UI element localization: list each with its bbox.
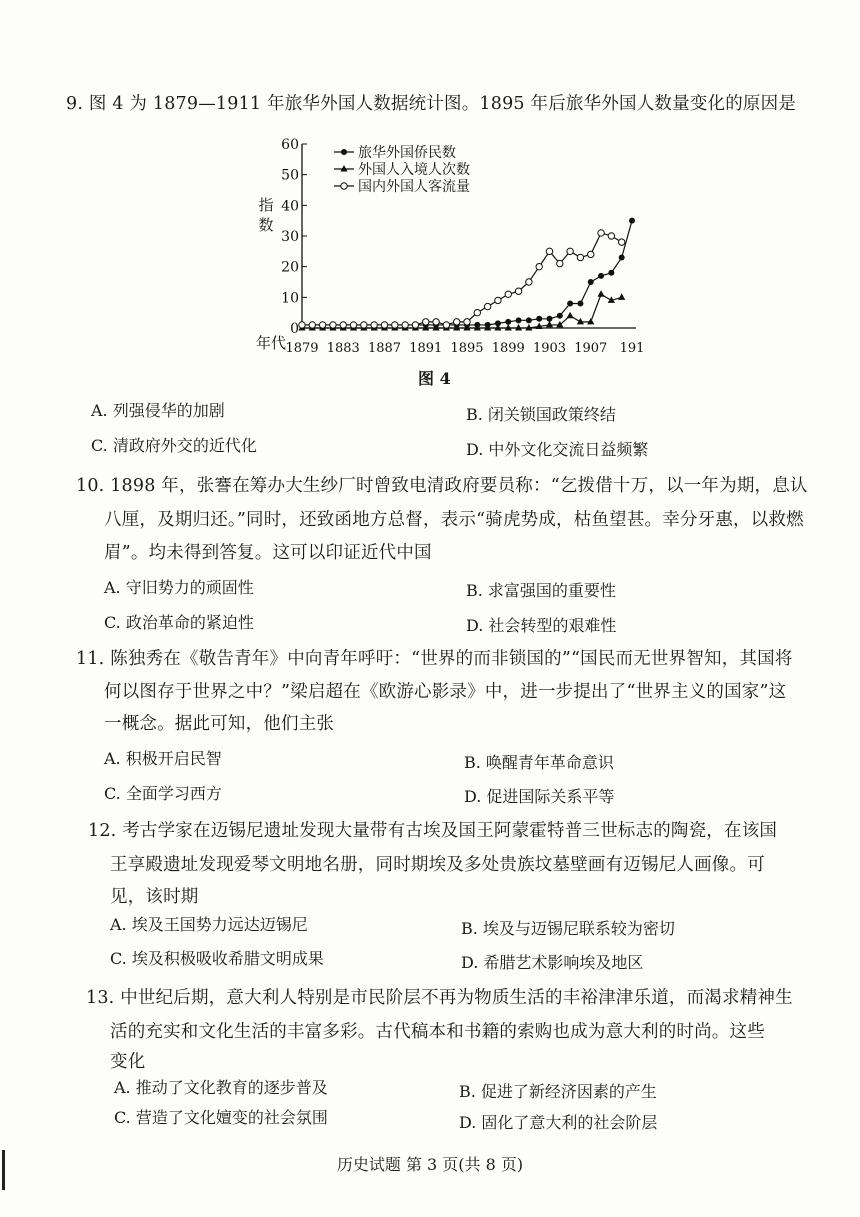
data-point (443, 322, 449, 328)
data-point (567, 312, 574, 319)
q12-option-d: D. 希腊艺术影响埃及地区 (461, 953, 644, 972)
legend-label: 外国人入境人次数 (358, 162, 470, 178)
data-point (340, 322, 346, 328)
question-10-line-2: 八厘，及期归还。”同时，还致函地方总督，表示“骑虎势成，枯鱼望甚。幸分牙惠，以救燃 (104, 510, 804, 530)
data-point (567, 300, 573, 306)
y-tick-label: 30 (281, 229, 299, 245)
data-point (381, 322, 387, 328)
data-point (619, 254, 625, 260)
data-point (299, 322, 305, 328)
y-tick-label: 60 (281, 137, 299, 153)
data-point (371, 322, 377, 328)
data-point (608, 270, 614, 276)
data-point (412, 322, 418, 328)
data-point (361, 322, 367, 328)
data-point (484, 303, 490, 309)
q13-option-d: D. 固化了意大利的社会阶层 (459, 1113, 658, 1132)
q11-option-b: B. 唤醒青年革命意识 (464, 753, 614, 772)
q12-option-a: A. 埃及王国势力远达迈锡尼 (110, 915, 308, 934)
data-point (350, 322, 356, 328)
data-point (608, 233, 614, 239)
data-point (577, 254, 583, 260)
data-point (536, 263, 542, 269)
question-10-line-3: 眉”。均未得到答复。这可以印证近代中国 (104, 543, 432, 563)
data-point (505, 324, 512, 331)
data-point (402, 322, 408, 328)
data-point (547, 316, 553, 322)
y-tick-label: 20 (281, 259, 299, 276)
question-9-stem: 9. 图 4 为 1879—1911 年旅华外国人数据统计图。1895 年后旅华外国人数量变化的原因是 (66, 94, 797, 114)
data-point (515, 288, 521, 294)
question-11-line-1: 11. 陈独秀在《敬告青年》中向青年呼吁：“世界的而非锁国的”“国民而无世界智知，其国将 (76, 649, 793, 669)
x-tick-label: 1879 (285, 341, 319, 356)
x-tick-label: 191 (619, 341, 645, 356)
legend-label: 旅华外国侨民数 (358, 145, 456, 161)
x-tick-label: 1891 (409, 341, 443, 356)
x-tick-label: 1903 (532, 341, 567, 356)
data-point (495, 297, 501, 303)
y-tick-label: 10 (281, 290, 299, 307)
question-11-line-2: 何以图存于世界之中？”梁启超在《欧游心影录》中，进一步提出了“世界主义的国家”这 (104, 682, 787, 702)
data-point (330, 322, 336, 328)
data-point (588, 279, 594, 285)
question-13-line-1: 13. 中世纪后期，意大利人特别是市民阶层不再为物质生活的丰裕津津乐道，而渴求精神生 (86, 988, 793, 1008)
data-point (588, 251, 594, 257)
q13-option-a: A. 推动了文化教育的逐步普及 (114, 1078, 328, 1097)
data-point (319, 322, 325, 328)
data-point (505, 291, 511, 297)
q12-option-c: C. 埃及积极吸收希腊文明成果 (110, 949, 324, 968)
q9-option-c: C. 清政府外交的近代化 (91, 436, 257, 455)
data-point (629, 218, 635, 224)
question-11-line-3: 一概念。据此可知，他们主张 (104, 714, 335, 734)
data-point (577, 300, 583, 306)
legend-marker (340, 165, 347, 172)
data-point (557, 260, 563, 266)
question-13-line-2: 活的充实和文化生活的丰富多彩。古代稿本和书籍的索购也成为意大利的时尚。这些 (110, 1022, 765, 1042)
q9-option-d: D. 中外文化交流日益频繁 (466, 440, 649, 459)
data-point (598, 230, 604, 236)
data-point (505, 319, 511, 325)
y-tick-label: 40 (281, 198, 299, 215)
data-point (567, 248, 573, 254)
data-point (453, 319, 459, 325)
data-point (546, 248, 552, 254)
data-point (618, 293, 625, 300)
question-13-line-3: 变化 (110, 1052, 146, 1072)
q12-option-b: B. 埃及与迈锡尼联系较为密切 (461, 919, 675, 938)
figure-caption: 图 4 (418, 369, 451, 388)
data-point (392, 322, 398, 328)
q11-option-c: C. 全面学习西方 (104, 784, 222, 803)
question-12-line-1: 12. 考古学家在迈锡尼遗址发现大量带有古埃及国王阿蒙霍特普三世标志的陶瓷，在该国 (88, 821, 778, 841)
data-point (309, 322, 315, 328)
data-point (464, 319, 470, 325)
page-footer: 历史试题 第 3 页(共 8 页) (336, 1155, 524, 1174)
x-tick-label: 1887 (367, 341, 402, 356)
x-tick-label: 1895 (450, 341, 484, 356)
series-line-2 (302, 294, 622, 328)
data-point (557, 313, 563, 319)
q9-option-b: B. 闭关锁国政策终结 (466, 405, 616, 424)
data-point (515, 324, 522, 331)
series-line-3 (302, 233, 622, 325)
q11-option-a: A. 积极开启民智 (104, 749, 222, 768)
y-tick-label: 0 (290, 321, 299, 337)
x-axis-label: 年代 (256, 334, 287, 352)
chart-svg (250, 130, 650, 362)
data-point (516, 317, 522, 323)
series-line-1 (302, 221, 632, 325)
q13-option-b: B. 促进了新经济因素的产生 (459, 1082, 657, 1101)
question-12-line-3: 见，该时期 (110, 887, 199, 907)
q10-option-d: D. 社会转型的艰难性 (466, 616, 617, 635)
data-point (474, 309, 480, 315)
data-point (546, 321, 553, 328)
question-12-line-2: 王享殿遗址发现爱琴文明地名册，同时期埃及多处贵族坟墓壁画有迈锡尼人画像。可 (110, 855, 765, 875)
y-tick-label: 50 (281, 167, 299, 184)
q9-option-a: A. 列强侵华的加剧 (91, 401, 225, 420)
q10-option-a: A. 守旧势力的顽固性 (104, 578, 254, 597)
legend-marker (341, 183, 347, 189)
data-point (587, 318, 594, 325)
data-point (526, 317, 532, 323)
x-tick-label: 1899 (491, 341, 525, 356)
data-point (577, 318, 584, 325)
q10-option-c: C. 政治革命的紧迫性 (104, 613, 254, 632)
q10-option-b: B. 求富强国的重要性 (466, 581, 616, 600)
data-point (598, 273, 604, 279)
question-10-line-1: 10. 1898 年，张謇在筹办大生纱厂时曾致电清政府要员称：“乞拨借十万，以一年为期，息认 (76, 476, 808, 496)
x-tick-label: 1907 (574, 341, 608, 356)
y-axis-label-1: 指 (258, 196, 274, 214)
y-axis-label-2: 数 (258, 216, 274, 234)
data-point (618, 239, 624, 245)
q11-option-d: D. 促进国际关系平等 (464, 787, 615, 806)
q13-option-c: C. 营造了文化嬗变的社会氛围 (114, 1108, 328, 1127)
legend-marker (341, 149, 347, 155)
scan-edge-mark (2, 1150, 5, 1190)
data-point (526, 279, 532, 285)
data-point (597, 290, 604, 297)
legend-label: 国内外国人客流量 (358, 179, 470, 195)
data-point (536, 316, 542, 322)
x-tick-label: 1883 (326, 341, 360, 356)
data-point (433, 319, 439, 325)
data-point (423, 319, 429, 325)
figure-4-chart (250, 130, 650, 362)
